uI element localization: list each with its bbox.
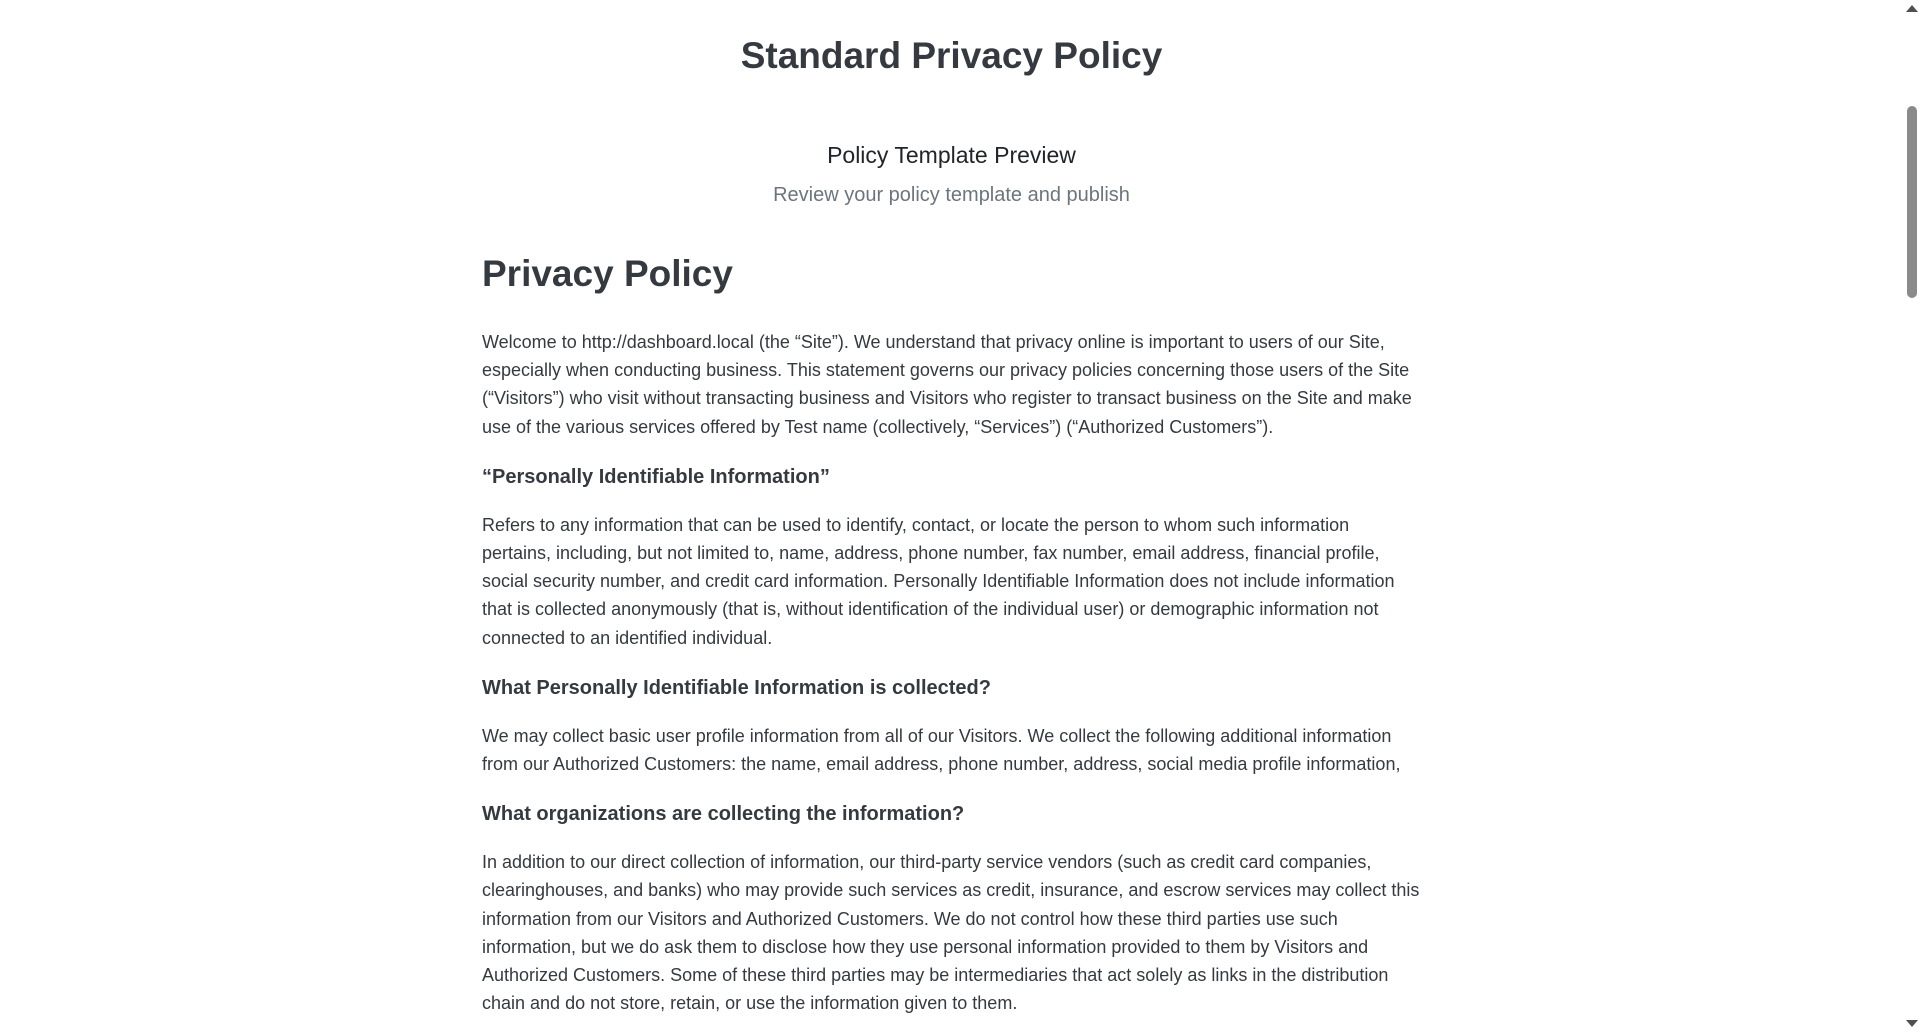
scrollbar-thumb[interactable] (1907, 106, 1917, 298)
page-title: Standard Privacy Policy (740, 35, 1163, 76)
preview-subtitle: Policy Template Preview (827, 142, 1076, 168)
vertical-scrollbar[interactable] (1903, 0, 1920, 1032)
policy-title: Privacy Policy (482, 253, 733, 294)
policy-intro: Welcome to http://dashboard.local (the “Site”). We understand that privacy online is important to users of our Site, especially when conducting business. This statement governs our privacy policies concerning those users of the Site (“Visitors”) who visit without transacting business and Visitors who register to transact business on the Site and make use of the various services offered by Test name (collectively, “Services”) (“Authorized Customers”). (482, 332, 1412, 437)
section-body-pii-definition: Refers to any information that can be used to identify, contact, or locate the person to whom such information pertains, including, but not limited to, name, address, phone number, fax number, email address, financial profile, social security number, and credit card information. Personally Identifiable Information does not include information that is collected anonymously (that is, without identification of the individual user) or demographic information not connected to an identified individual. (482, 514, 1395, 648)
section-heading-pii-definition: “Personally Identifiable Information” (482, 465, 830, 488)
page-header (0, 0, 1903, 208)
section-body-pii-collected: We may collect basic user profile information from all of our Visitors. We collect the following additional information from our Authorized Customers: the name, email address, phone number, address, social media profile information, (482, 725, 1401, 775)
preview-description: Review your policy template and publish (773, 184, 1130, 206)
scroll-up-icon[interactable] (1906, 5, 1918, 12)
policy-content (482, 248, 1422, 1032)
scroll-down-icon[interactable] (1906, 1020, 1918, 1027)
section-body-organizations: In addition to our direct collection of information, our third-party service vendors (such as credit card companies, clearinghouses, and banks) who may provide such services as credit, insurance, and escrow services may collect this information from our Visitors and Authorized Customers. We do not control how these third parties use such information, but we do ask them to disclose how they use personal information provided to them by Visitors and Authorized Customers. Some of these third parties may be intermediaries that act solely as links in the distribution chain and do not store, retain, or use the information given to them. (482, 852, 1420, 1014)
section-heading-pii-collected: What Personally Identifiable Information is collected? (482, 676, 991, 699)
section-heading-organizations: What organizations are collecting the information? (482, 803, 965, 826)
